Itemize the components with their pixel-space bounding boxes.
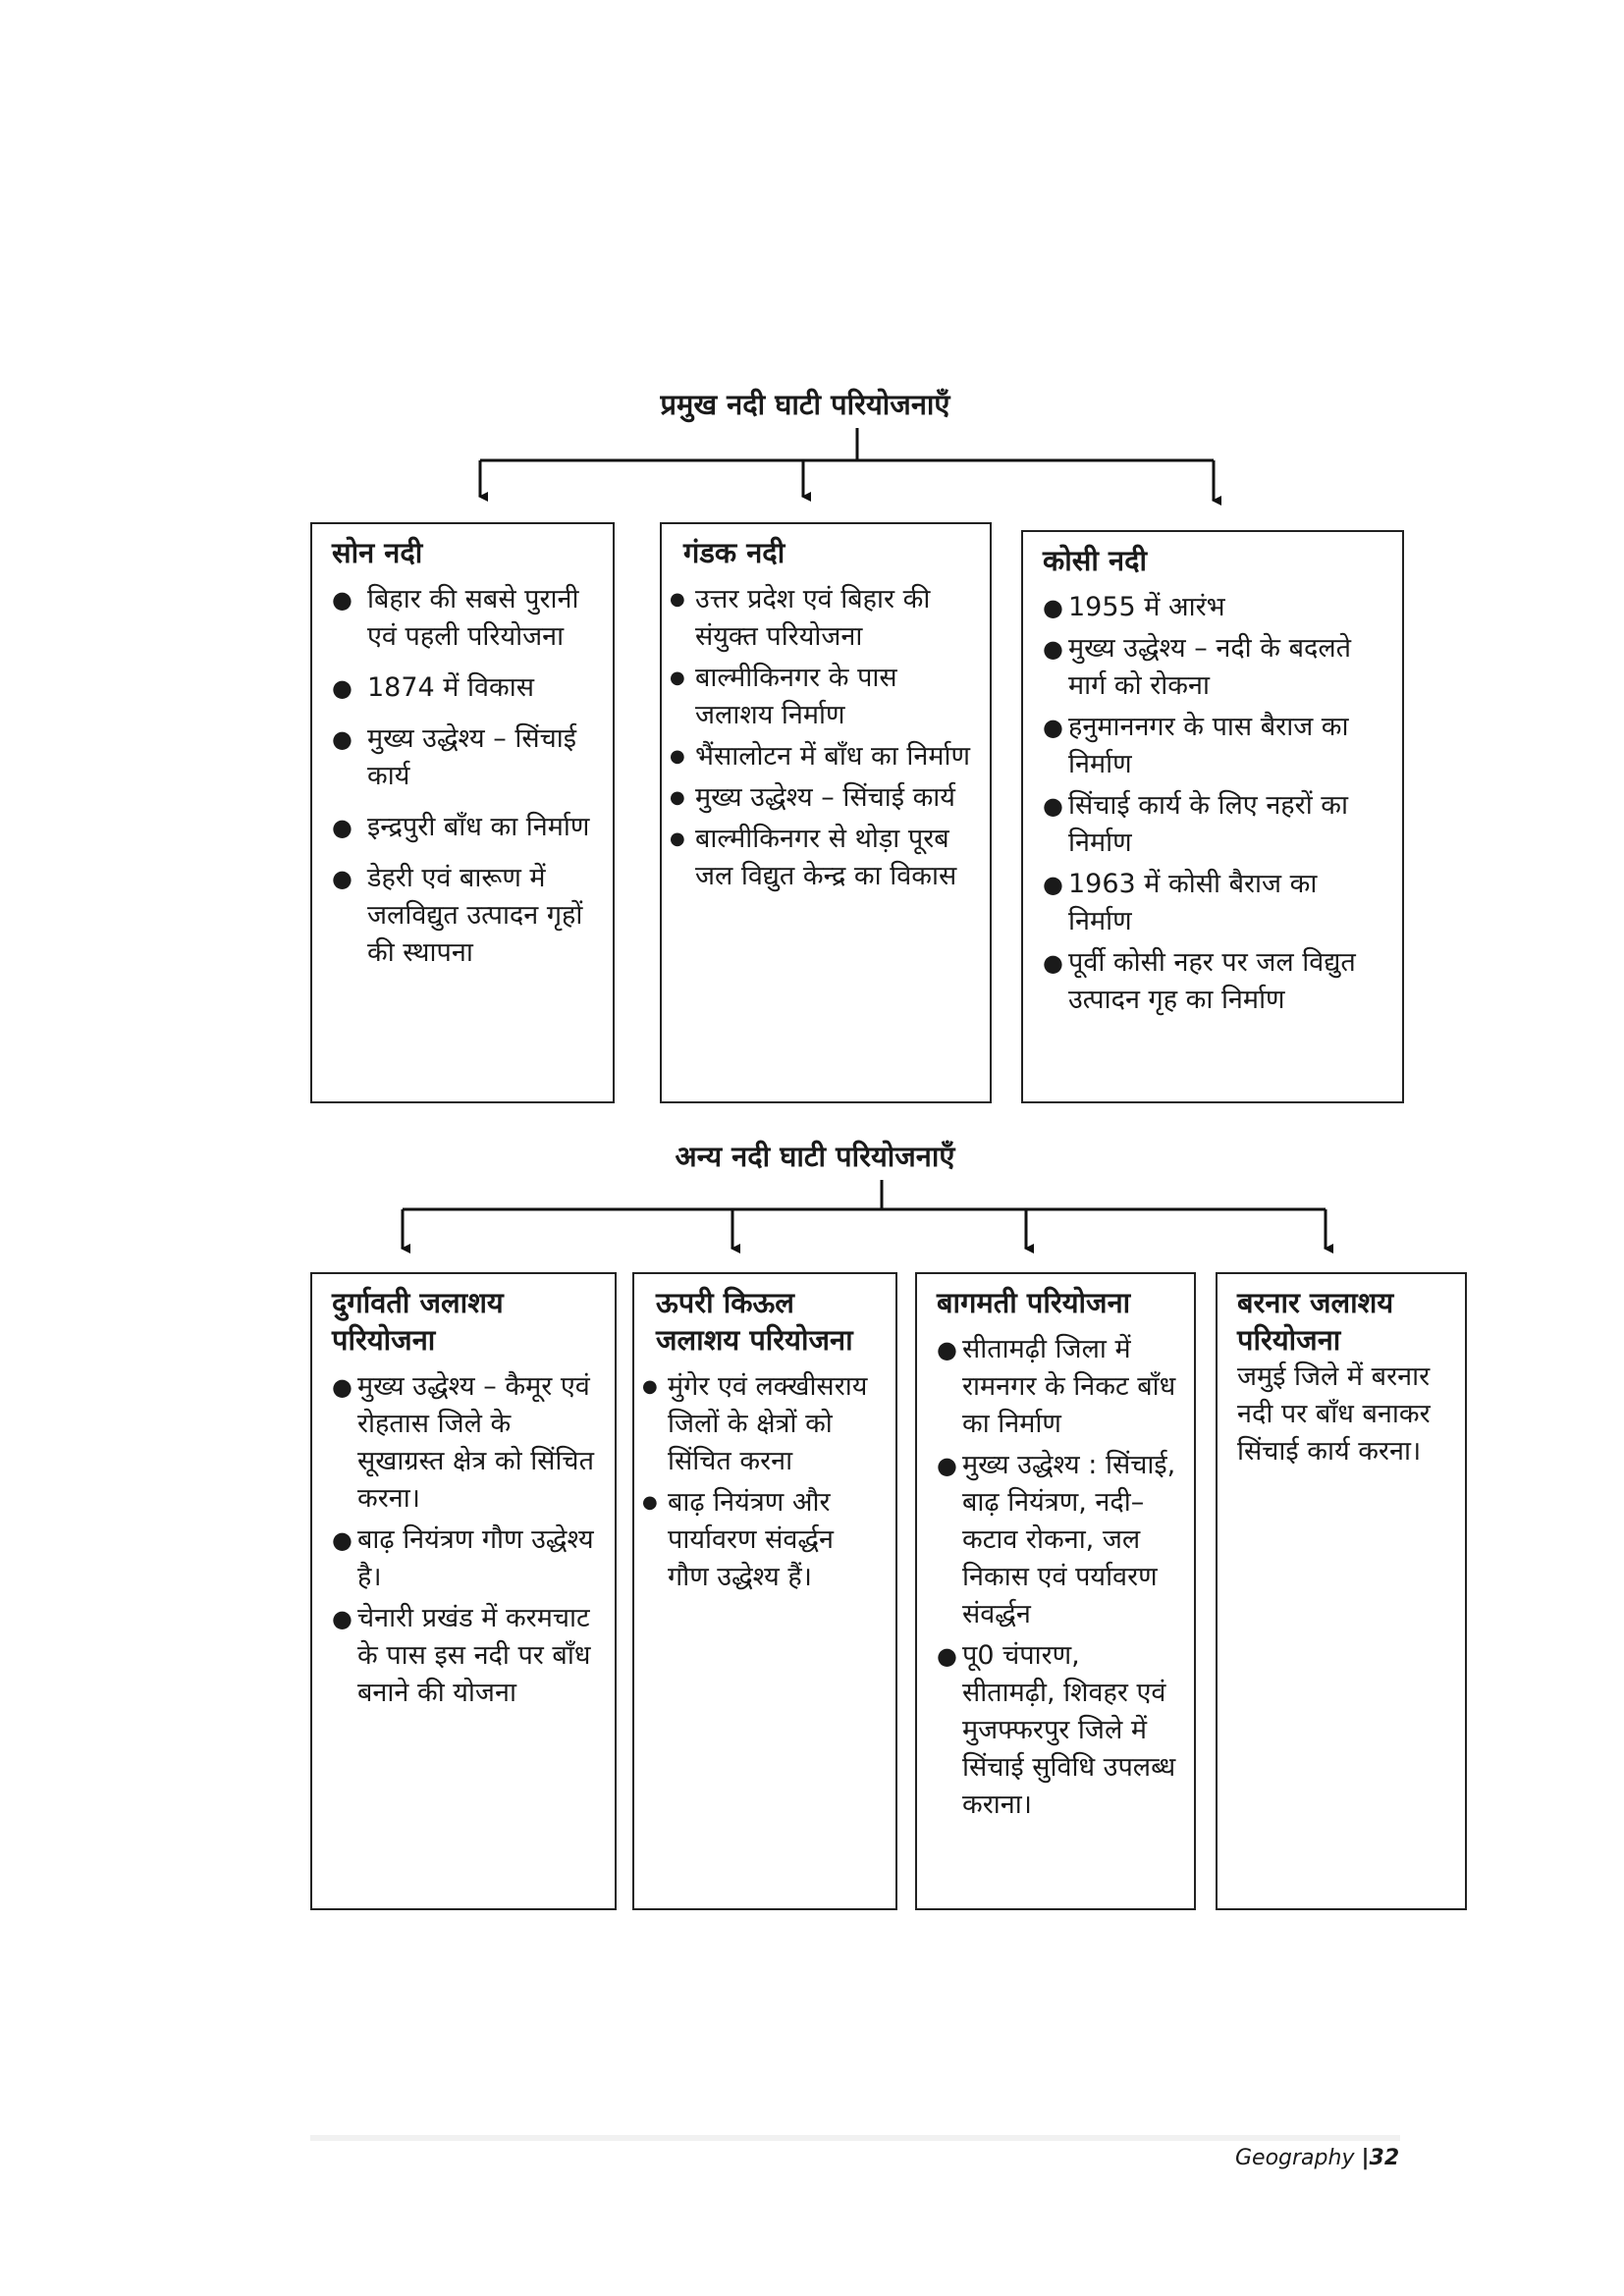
- box-title: गंडक नदी: [683, 536, 785, 569]
- page-number: 32: [1369, 2146, 1400, 2170]
- bullet-icon: ●: [670, 787, 685, 808]
- list-item: ● मुख्य उद्धेश्य – नदी के बदलते मार्ग को रोकना: [1043, 630, 1388, 705]
- other-connectors: [403, 1180, 1326, 1249]
- list-item: ● मुख्य उद्धेश्य : सिंचाई, बाढ़ नियंत्रण, नदी–कटाव रोकना, जल निकास एवं पर्यावरण संवर्द्धन: [937, 1447, 1180, 1633]
- list-item: ● सीतामढ़ी जिला में रामनगर के निकट बाँध का निर्माण: [937, 1331, 1180, 1443]
- list-item: ● बाल्मीकिनगर से थोड़ा पूरब जल विद्युत केन्द्र का विकास: [670, 821, 976, 895]
- bullet-icon: ●: [332, 1605, 352, 1632]
- list-item: ● मुख्य उद्धेश्य – सिंचाई कार्य: [670, 779, 976, 817]
- box-title: बरनार जलाशय परियोजना: [1237, 1286, 1394, 1357]
- box-gandak-river: [660, 522, 992, 1103]
- list-item: ● चेनारी प्रखंड में करमचाट के पास इस नदी पर बाँध बनाने की योजना: [332, 1600, 601, 1712]
- bullet-icon: ●: [332, 586, 352, 614]
- bullet-icon: ●: [642, 1492, 658, 1513]
- major-connectors: [480, 428, 1214, 501]
- list-item: ● हनुमाननगर के पास बैराज का निर्माण: [1043, 709, 1388, 783]
- box-text: जमुई जिले में बरनार नदी पर बाँध बनाकर सिंचाई कार्य करना।: [1237, 1362, 1431, 1467]
- bullet-icon: ●: [332, 865, 352, 892]
- box-barnar-project: [1216, 1272, 1467, 1910]
- footer-separator: |: [1361, 2146, 1370, 2170]
- bullet-icon: ●: [937, 1336, 957, 1363]
- list-item: ● डेहरी एवं बारूण में जलविद्युत उत्पादन गृहों की स्थापना: [332, 860, 599, 972]
- box-title: ऊपरी किऊल जलाशय परियोजना: [656, 1286, 853, 1357]
- box-title: दुर्गावती जलाशय परियोजना: [332, 1286, 504, 1357]
- list-item: ● मुख्य उद्धेश्य – सिंचाई कार्य: [332, 721, 599, 795]
- list-item: ● मुख्य उद्धेश्य – कैमूर एवं रोहतास जिले के सूखाग्रस्त क्षेत्र को सिंचित करना।: [332, 1368, 601, 1518]
- list-item: ● पूर्वी कोसी नहर पर जल विद्युत उत्पादन गृह का निर्माण: [1043, 944, 1388, 1019]
- box-bagmati-project: [915, 1272, 1196, 1910]
- list-item: ● बाल्मीकिनगर के पास जलाशय निर्माण: [670, 660, 976, 734]
- list-item: ● उत्तर प्रदेश एवं बिहार की संयुक्त परियोजना: [670, 581, 976, 656]
- list-item: ● मुंगेर एवं लक्खीसराय जिलों के क्षेत्रों को सिंचित करना: [642, 1368, 882, 1480]
- bullet-icon: ●: [332, 1373, 352, 1401]
- bullet-icon: ●: [1043, 714, 1063, 741]
- box-title: बागमती परियोजना: [937, 1286, 1131, 1319]
- box-title: कोसी नदी: [1043, 544, 1147, 577]
- bullet-icon: ●: [332, 814, 352, 841]
- bullet-icon: ●: [937, 1642, 957, 1670]
- box-durgawati-project: [310, 1272, 617, 1910]
- list-item: ● सिंचाई कार्य के लिए नहरों का निर्माण: [1043, 787, 1388, 862]
- bullet-icon: ●: [670, 828, 685, 849]
- bullet-icon: ●: [670, 589, 685, 610]
- bullet-icon: ●: [1043, 871, 1063, 898]
- footer-divider: [310, 2135, 1400, 2141]
- bullet-icon: ●: [332, 674, 352, 702]
- bullet-icon: ●: [670, 667, 685, 688]
- bullet-icon: ●: [1043, 792, 1063, 820]
- list-item: ● 1963 में कोसी बैराज का निर्माण: [1043, 866, 1388, 940]
- page-footer: [1235, 2146, 1399, 2170]
- bullet-icon: ●: [1043, 635, 1063, 663]
- major-projects-heading: प्रमुख नदी घाटी परियोजनाएँ: [660, 388, 950, 421]
- list-item: ● 1955 में आरंभ: [1043, 589, 1388, 626]
- box-upper-kiul-project: [632, 1272, 897, 1910]
- list-item: ● बिहार की सबसे पुरानी एवं पहली परियोजना: [332, 581, 599, 656]
- list-item: ● इन्द्रपुरी बाँध का निर्माण: [332, 809, 599, 846]
- list-item: ● बाढ़ नियंत्रण गौण उद्धेश्य है।: [332, 1522, 601, 1596]
- box-kosi-river: [1021, 530, 1404, 1103]
- bullet-icon: ●: [332, 1526, 352, 1554]
- bullet-icon: ●: [937, 1452, 957, 1479]
- box-title: सोन नदी: [332, 536, 423, 569]
- other-projects-heading: अन्य नदी घाटी परियोजनाएँ: [675, 1140, 955, 1173]
- list-item: ● भैंसालोटन में बाँध का निर्माण: [670, 738, 976, 775]
- list-item: ● 1874 में विकास: [332, 669, 599, 707]
- footer-subject: Geography: [1235, 2146, 1362, 2170]
- list-item: ● बाढ़ नियंत्रण और पार्यावरण संवर्द्धन गौण उद्धेश्य हैं।: [642, 1484, 882, 1596]
- bullet-icon: ●: [1043, 594, 1063, 621]
- box-son-river: [310, 522, 615, 1103]
- list-item: ● पू0 चंपारण, सीतामढ़ी, शिवहर एवं मुजफ्फरपुर जिले में सिंचाई सुविधि उपलब्ध कराना।: [937, 1637, 1180, 1824]
- bullet-icon: ●: [332, 725, 352, 753]
- bullet-icon: ●: [642, 1376, 658, 1397]
- bullet-icon: ●: [1043, 949, 1063, 977]
- bullet-icon: ●: [670, 746, 685, 767]
